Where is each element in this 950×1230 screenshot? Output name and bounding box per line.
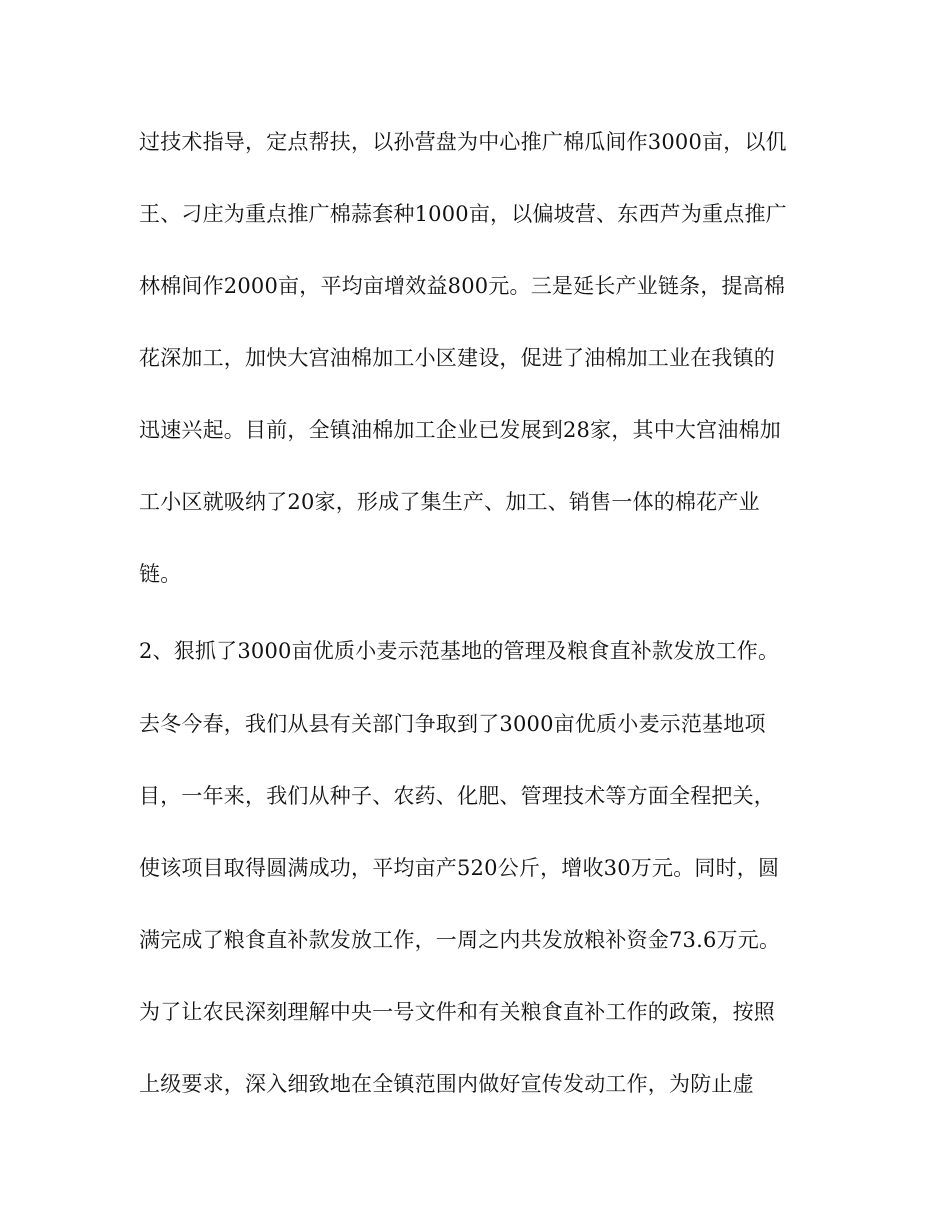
- text-line: 过技术指导，定点帮扶，以孙营盘为中心推广棉瓜间作3000亩，以仉: [139, 130, 787, 154]
- text-line: 迅速兴起。目前，全镇油棉加工企业已发展到28家，其中大宫油棉加: [139, 418, 781, 442]
- text-line: 工小区就吸纳了20家，形成了集生产、加工、销售一体的棉花产业: [139, 490, 760, 514]
- text-line: 林棉间作2000亩，平均亩增效益800元。三是延长产业链条，提高棉: [139, 274, 786, 298]
- text-line: 王、刁庄为重点推广棉蒜套种1000亩，以偏坡营、东西芦为重点推广: [139, 202, 787, 226]
- text-line: 满完成了粮食直补款发放工作，一周之内共发放粮补资金73.6万元。: [139, 928, 781, 952]
- text-line: 为了让农民深刻理解中央一号文件和有关粮食直补工作的政策，按照: [139, 1000, 775, 1024]
- text-line: 花深加工，加快大宫油棉加工小区建设，促进了油棉加工业在我镇的: [139, 346, 775, 370]
- section-heading: 2、狠抓了3000亩优质小麦示范基地的管理及粮食直补款发放工作。: [139, 639, 780, 663]
- text-line: 链。: [139, 562, 182, 586]
- text-line: 使该项目取得圆满成功，平均亩产520公斤，增收30万元。同时，圆: [139, 856, 780, 880]
- text-line: 上级要求，深入细致地在全镇范围内做好宣传发动工作，为防止虚: [139, 1072, 754, 1096]
- text-line: 目，一年来，我们从种子、农药、化肥、管理技术等方面全程把关，: [139, 784, 775, 808]
- text-line: 去冬今春，我们从县有关部门争取到了3000亩优质小麦示范基地项: [139, 712, 766, 736]
